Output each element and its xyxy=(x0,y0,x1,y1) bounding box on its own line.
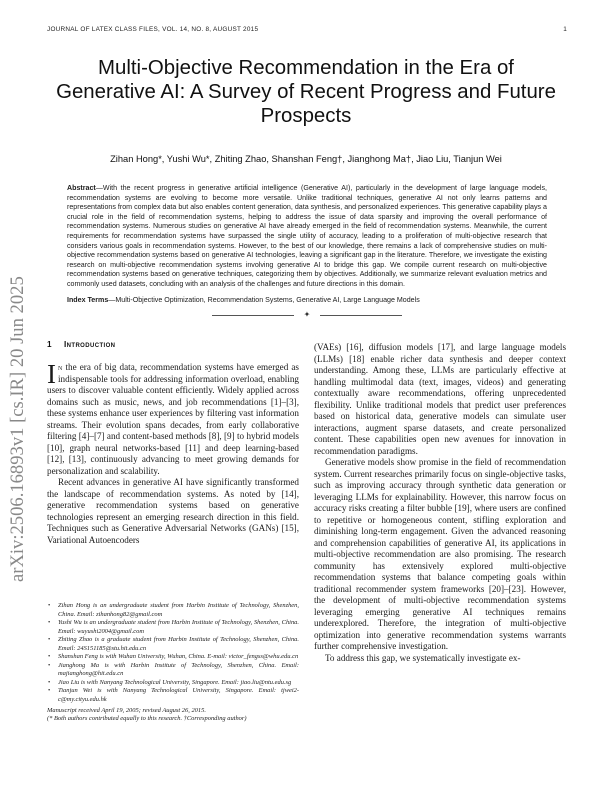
footnote-text: Zihan Hong is an undergraduate student from Harbin Institute of Technology, Shenzhen, China. Email: zihanhong82@gmail.com xyxy=(58,602,299,618)
footnote-list xyxy=(47,602,299,705)
bullet-icon: • xyxy=(48,636,51,644)
bullet-icon: • xyxy=(48,661,51,669)
bullet-icon: • xyxy=(48,678,51,686)
intro-paragraph-1 xyxy=(47,359,299,477)
author-footnotes xyxy=(47,602,299,724)
abstract-text: —With the recent progress in generative artificial intelligence (Generative AI), particularly in the development of large language models, recommendation systems are evolving to become more versatile. Unlike traditional techniques, generative AI not only learns patterns and representations from complex data but also enables content generation, data synthesis, and personalized experiences. This generative capability plays a crucial role in the field of recommendation systems, helping to address the issue of data sparsity and improving the overall performance of recommendation systems. Numerous studies on generative AI have already emerged in the field of recommendation systems. Meanwhile, the current requirements for recommendation systems have surpassed the single utility of accuracy, leading to a proliferation of multi-objective research that considers various goals in recommendation systems. However, to the best of our knowledge, there remains a lack of comprehensive studies on multi-objective recommendation systems based on generative AI technologies, leaving a significant gap in the literature. Therefore, we investigate the existing research on multi-objective recommendation systems involving generative AI to bridge this gap. We compile current research on multi-objective recommendation systems based on generative techniques, categorizing them by objectives. Additionally, we summarize relevant evaluation metrics and commonly used datasets, concluding with an analysis of the challenges and future directions in this domain. xyxy=(67,184,547,288)
section-number: 1 xyxy=(47,340,52,349)
footnote-item xyxy=(47,602,299,619)
section-title: Introduction xyxy=(63,340,116,349)
bullet-icon: • xyxy=(48,602,51,609)
footnote-text: Zhiting Zhao is a graduate student from Harbin Institute of Technology, Shenzhen, China. Email: 24S151185@stu.hit.edu.cn xyxy=(58,636,299,652)
intro-paragraph-5: To address this gap, we systematically investigate ex- xyxy=(325,652,521,663)
index-terms-label: Index Terms xyxy=(67,296,109,304)
bullet-icon: • xyxy=(48,619,51,627)
journal-name: JOURNAL OF LATEX CLASS FILES, VOL. 14, NO. 8, AUGUST 2015 xyxy=(47,26,259,33)
bullet-icon: • xyxy=(48,687,51,695)
drop-cap-lead: n xyxy=(58,362,63,372)
section-heading xyxy=(47,340,297,349)
footnote-text: Jianghong Ma is with Harbin Institute of Technology, Shenzhen, China. Email: majianghong@hit.edu.cn xyxy=(58,661,299,678)
intro-paragraph-4: Generative models show promise in the field of recommendation system. Current researches primarily focus on single-objective tasks, such as improving accuracy through synthetic data generation or leveraging LLMs for explainability. However, this narrow focus on accuracy risks creating a filter bubble [19], where users are confined to repetitive or homogeneous content, stifling exploration and diminishing long-term engagement. Given the advanced reasoning and comprehension capabilities of generative AI, its applications in multi-objective recommendation are also promising. The research community has extensively explored multi-objective recommendation systems that balance competing goals within traditional recommender system frameworks [20]–[23]. However, the development of multi-objective recommendation systems leveraging emerging generative AI techniques remains underexplored. Therefore, the integration of multi-objective optimization into generative recommendation systems warrants further comprehensive investigation. xyxy=(314,457,566,651)
abstract xyxy=(67,184,547,290)
left-column xyxy=(47,359,299,546)
footnote-item xyxy=(47,679,299,688)
footnote-text: Jiao Liu is with Nanyang Technological University, Singapore. Email: jiao.liu@ntu.edu.sg xyxy=(58,678,292,686)
footnote-item xyxy=(47,653,299,662)
footnote-item xyxy=(47,619,299,636)
index-terms-text: —Multi-Objective Optimization, Recommendation Systems, Generative AI, Large Language Models xyxy=(108,296,420,304)
manuscript-note: Manuscript received April 19, 2005; revised August 26, 2015. xyxy=(47,706,206,714)
bullet-icon: • xyxy=(48,653,51,661)
section-divider xyxy=(67,311,547,321)
abstract-label: Abstract xyxy=(67,184,96,192)
footnote-item xyxy=(47,687,299,704)
drop-cap: I xyxy=(47,359,56,389)
intro-paragraph-2: Recent advances in generative AI have significantly transformed the landscape of recommendation systems. As noted by [14], generative recommendation systems based on generative technologies represent an emerging research direction in this field. Techniques such as Generative Adversarial Networks (GANs) [15], Variational Autoencoders xyxy=(47,477,299,545)
author-list: Zihan Hong*, Yushi Wu*, Zhiting Zhao, Shanshan Feng†, Jianghong Ma†, Jiao Liu, Tianjun Wei xyxy=(110,154,502,164)
footnote-item xyxy=(47,636,299,653)
divider-line-right xyxy=(320,315,402,316)
divider-diamond-icon: ✦ xyxy=(303,310,311,319)
footnote-item xyxy=(47,662,299,679)
index-terms xyxy=(67,296,547,304)
divider-line-left xyxy=(212,315,294,316)
running-header xyxy=(47,26,567,38)
footnote-text: Shanshan Feng is with Wuhan University, Wuhan, China. E-mail: victor_fengss@whu.edu.cn xyxy=(58,653,299,661)
paper-title: Multi-Objective Recommendation in the Era of Generative AI: A Survey of Recent Progress and Future Prospects xyxy=(56,57,556,127)
footnote-text: Yushi Wu is an undergraduate student from Harbin Institute of Technology, Shenzhen, China. Email: wuyushi2004@gmail.com xyxy=(58,619,299,635)
arxiv-stamp: arXiv:2506.16893v1 [cs.IR] 20 Jun 2025 xyxy=(7,276,28,582)
right-column xyxy=(314,342,566,664)
page-number: 1 xyxy=(563,26,567,33)
contribution-note: (* Both authors contributed equally to this research. †Corresponding author) xyxy=(47,715,247,723)
intro-paragraph-1-text: the era of big data, recommendation systems have emerged as indispensable tools for addressing information overload, enabling users to discover valuable content efficiently. Widely applied across domains such as music, news, and job recommendations [1]–[3], these systems enhance user experiences by filtering vast information streams. Their evolution spans decades, from early collaborative filtering [4]–[7] and content-based methods [8], [9] to hybrid models [10], graph neural networks-based [11] and deep learning-based [12], [13], continuously advancing to meet growing demands for personalization and scalability. xyxy=(47,362,299,476)
intro-paragraph-3: (VAEs) [16], diffusion models [17], and large language models (LLMs) [18] enable richer data synthesis and deeper context understanding. Among these, LLMs are particularly effective at handling multimodal data (text, images, videos) and generating contextually aware recommendations, offering unprecedented flexibility. Unlike traditional models that predict user preferences based on historical data, generative models can simulate user interactions, augment sparse datasets, and create personalized content. These capabilities open new avenues for innovation in recommendation paradigms. xyxy=(314,342,566,456)
footnote-text: Tianjun Wei is with Nanyang Technological University, Singapore. Email: tjwei2-c@my.cityu.edu.hk xyxy=(58,687,299,704)
